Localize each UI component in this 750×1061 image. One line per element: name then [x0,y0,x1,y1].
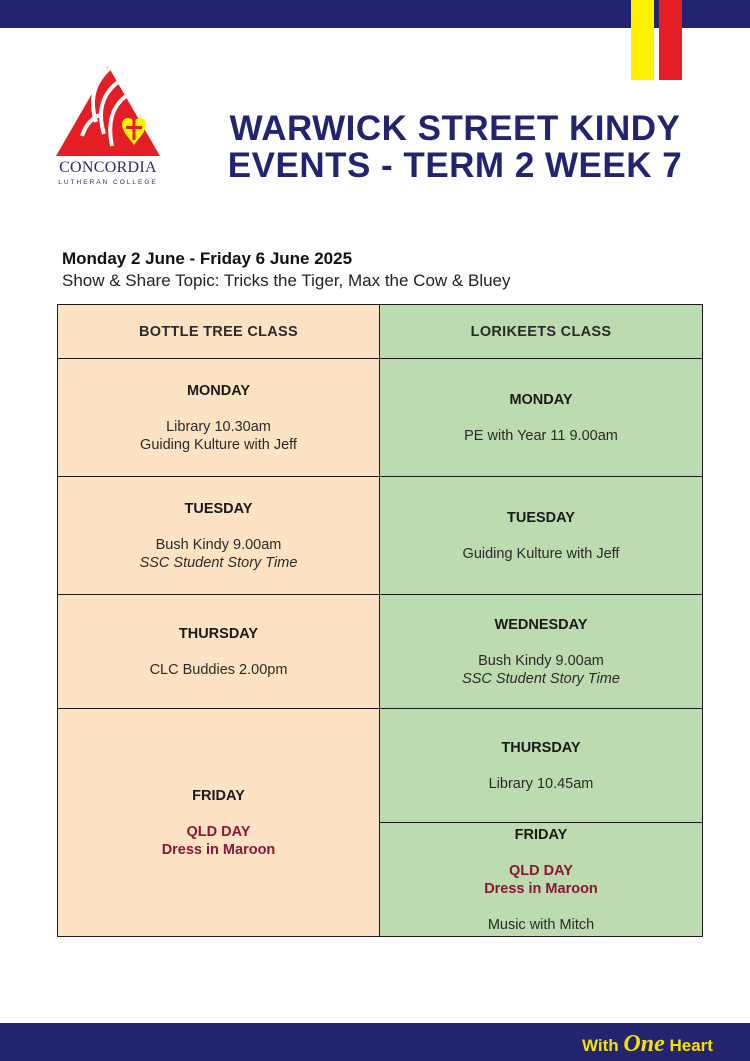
event-text: Music with Mitch [487,916,595,933]
event-text: SSC Student Story Time [462,670,620,687]
day-label: THURSDAY [178,625,259,642]
event-text: CLC Buddies 2.00pm [149,661,288,678]
day-label: FRIDAY [514,826,568,843]
day-label: MONDAY [509,391,573,408]
bottle-tree-header: BOTTLE TREE CLASS [58,305,380,359]
event-text: Dress in Maroon [484,880,598,897]
day-label: TUESDAY [507,509,575,526]
event-text: Dress in Maroon [161,841,276,858]
day-label: TUESDAY [184,500,253,517]
event-text: QLD DAY [509,862,573,879]
schedule-table [57,304,703,937]
day-label: THURSDAY [501,739,581,756]
bottle-tree-friday-cell [58,709,380,937]
event-text: Guiding Kulture with Jeff [462,545,620,562]
bottle-tree-thursday-cell [58,595,380,709]
event-text: Library 10.30am [166,418,271,435]
lorikeets-header: LORIKEETS CLASS [380,305,703,359]
red-stripe [659,0,682,80]
tagline-one: One [623,1031,665,1057]
event-text: Bush Kindy 9.00am [155,536,282,553]
title-line-1: WARWICK STREET KINDY [229,109,681,148]
lorikeets-monday-cell [380,359,703,477]
yellow-stripe [631,0,654,80]
event-text: QLD DAY [186,823,251,840]
lorikeets-wednesday-cell [380,595,703,709]
event-text: Guiding Kulture with Jeff [140,436,297,453]
logo-name: CONCORDIA [59,159,157,176]
day-label: WEDNESDAY [494,616,588,633]
event-text: PE with Year 11 9.00am [464,427,618,444]
logo-emblem-icon [52,62,164,158]
college-tagline [582,1031,713,1058]
tagline-with: With [582,1036,619,1055]
lorikeets-tuesday-cell [380,477,703,595]
date-range: Monday 2 June - Friday 6 June 2025 [62,249,353,268]
event-text: Library 10.45am [488,775,594,792]
lorikeets-thursday-cell [380,709,703,823]
event-text: SSC Student Story Time [139,554,298,571]
bottle-tree-tuesday-cell [58,477,380,595]
show-and-share-topic: Show & Share Topic: Tricks the Tiger, Max the Cow & Bluey [62,271,511,290]
day-label: FRIDAY [192,787,245,804]
lorikeets-friday-cell [380,823,703,937]
event-text: Bush Kindy 9.00am [478,652,604,669]
logo-subtitle: LUTHERAN COLLEGE [58,179,158,186]
title-line-2: EVENTS - TERM 2 WEEK 7 [227,146,683,185]
tagline-heart: Heart [669,1036,713,1055]
page-title [220,110,690,184]
day-label: MONDAY [186,382,251,399]
college-logo [52,62,168,187]
bottle-tree-monday-cell [58,359,380,477]
